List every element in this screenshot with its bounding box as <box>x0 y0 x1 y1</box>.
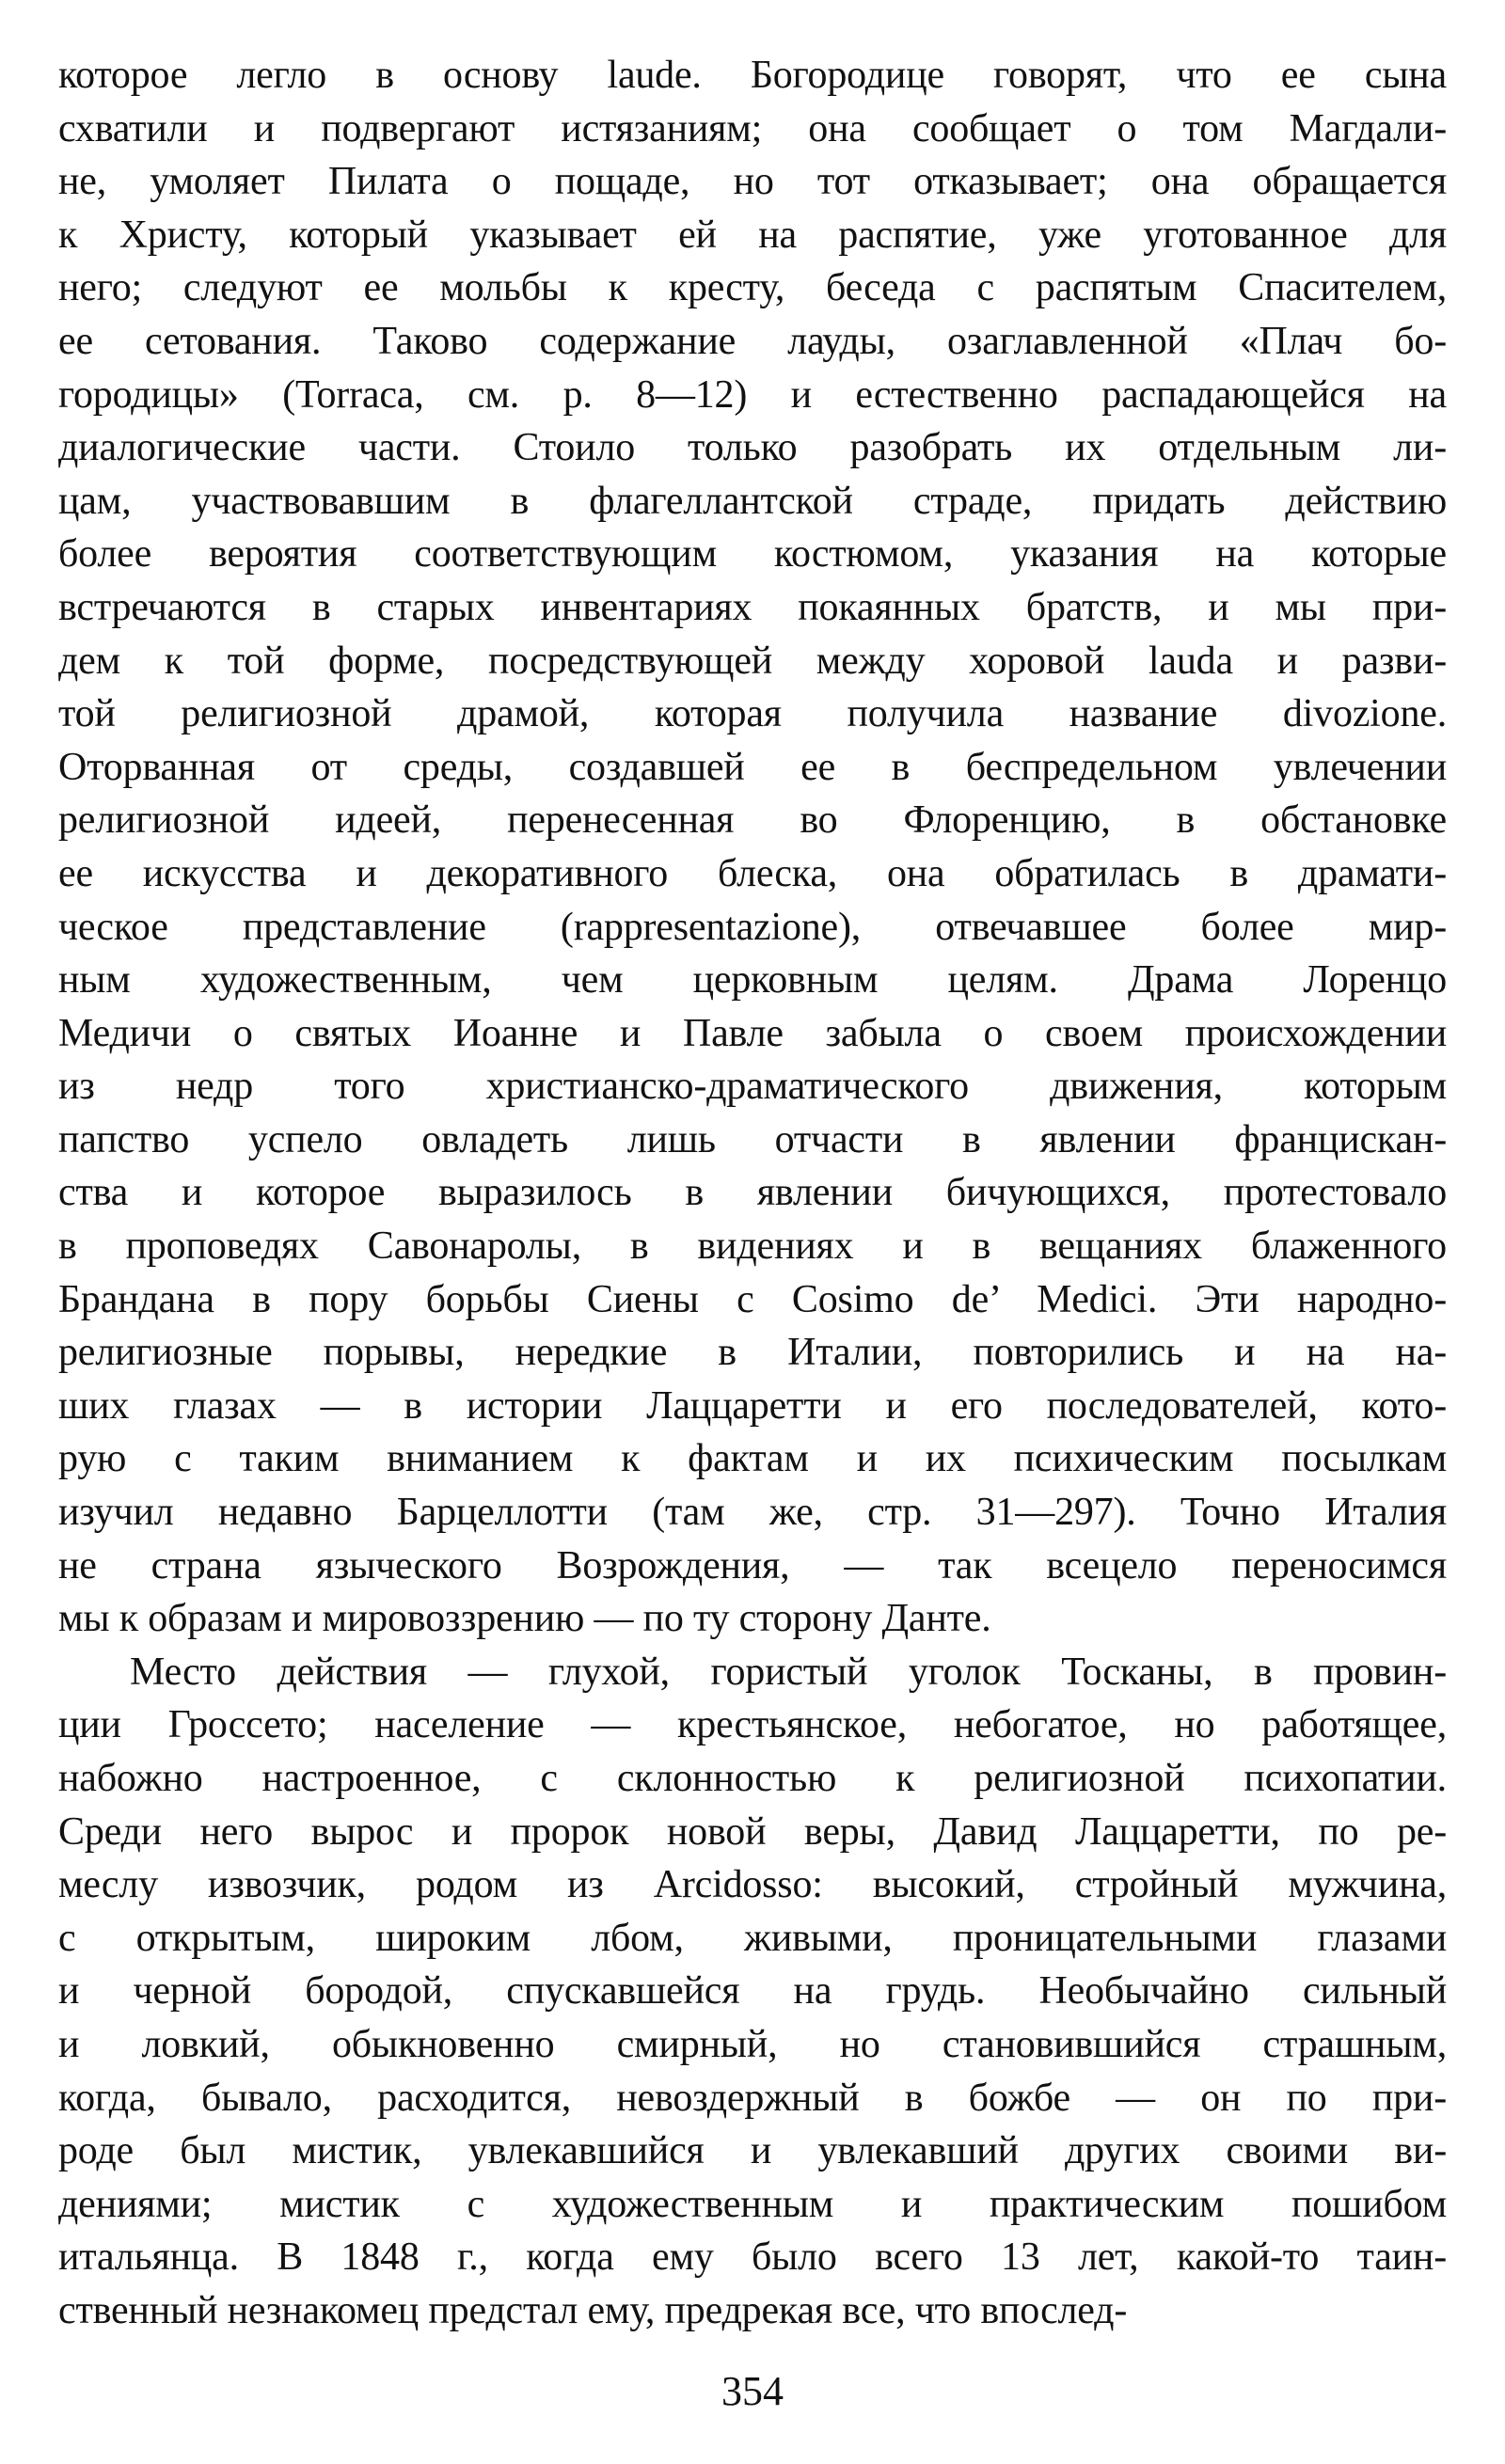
text-line: из недр того христианско-драматического движения, которым <box>58 1065 1447 1109</box>
text-line: Оторванная от среды, создавшей ее в беспредельном увлечении <box>58 745 1447 789</box>
text-line: дем к той форме, посредствующей между хоровой lauda и разви- <box>58 639 1447 683</box>
text-line: ственный незнакомец предстал ему, предрекая все, что впослед- <box>58 2288 1128 2332</box>
text-line: Медичи о святых Иоанне и Павле забыла о своем происхождении <box>58 1011 1447 1055</box>
text-line: рую с таким вниманием к фактам и их психическим посылкам <box>58 1437 1447 1481</box>
text-line: Место действия — глухой, гористый уголок Тосканы, в провин- <box>130 1650 1447 1694</box>
text-line: цам, участвовавшим в флагеллантской страде, придать действию <box>58 479 1447 523</box>
text-line: религиозной идеей, перенесенная во Флоренцию, в обстановке <box>58 798 1447 843</box>
text-line: ших глазах — в истории Лаццаретти и его последователей, кото- <box>58 1383 1447 1428</box>
text-line: набожно настроенное, с склонностью к религиозной психопатии. <box>58 1757 1447 1800</box>
text-line: ее искусства и декоративного блеска, она обратилась в драмати- <box>58 851 1447 895</box>
text-line: него; следуют ее мольбы к кресту, беседа с распятым Спасителем, <box>58 266 1447 310</box>
text-line: не, умоляет Пилата о пощаде, но тот отказывает; она обращается <box>58 160 1447 204</box>
text-line: итальянца. В 1848 г., когда ему было всего 13 лет, какой-то таин- <box>58 2235 1447 2280</box>
text-line: которое легло в основу laude. Богородице говорят, что ее сына <box>58 54 1447 97</box>
text-line: городицы» (Torraca, см. р. 8—12) и естественно распадающейся на <box>58 372 1447 417</box>
text-line: дениями; мистик с художественным и практическим пошибом <box>58 2182 1447 2226</box>
text-line: более вероятия соответствующим костюмом, указания на которые <box>58 532 1447 577</box>
text-line: меслу извозчик, родом из Arcidosso: высокий, стройный мужчина, <box>58 1863 1447 1907</box>
text-line: в проповедях Савонаролы, в видениях и в вещаниях блаженного <box>58 1224 1447 1269</box>
text-line: к Христу, который указывает ей на распятие, уже уготованное для <box>58 213 1447 257</box>
text-line: ее сетования. Таково содержание лауды, озаглавленной «Плач бо- <box>58 319 1447 363</box>
text-line: ческое представление (rappresentazione), отвечавшее более мир- <box>58 905 1447 949</box>
text-line: религиозные порывы, нередкие в Италии, повторились и на на- <box>58 1331 1447 1375</box>
text-line: ции Гроссето; население — крестьянское, небогатое, но работящее, <box>58 1703 1447 1747</box>
text-line: ства и которое выразилось в явлении бичующихся, протестовало <box>58 1171 1447 1215</box>
text-line: и ловкий, обыкновенно смирный, но становившийся страшным, <box>58 2022 1447 2066</box>
paragraph-2 <box>58 1646 1447 2338</box>
text-line: Брандана в пору борьбы Сиены с Cosimo de’ Medici. Эти народно- <box>58 1277 1447 1321</box>
page-body <box>58 49 1447 2338</box>
paragraph-1 <box>58 49 1447 1646</box>
page-number: 354 <box>721 2368 784 2414</box>
text-line: папство успело овладеть лишь отчасти в явлении францискан- <box>58 1117 1447 1161</box>
text-line: роде был мистик, увлекавшийся и увлекавший других своими ви- <box>58 2129 1447 2173</box>
text-line: ным художественным, чем церковным целям. Драма Лоренцо <box>58 958 1447 1003</box>
text-line: изучил недавно Барцеллотти (там же, стр. 31—297). Точно Италия <box>58 1491 1447 1535</box>
text-line: не страна языческого Возрождения, — так всецело переносимся <box>58 1543 1447 1587</box>
text-line: когда, бывало, расходится, невоздержный в божбе — он по при- <box>58 2076 1447 2120</box>
text-line: схватили и подвергают истязаниям; она сообщает о том Магдали- <box>58 106 1447 150</box>
text-line: мы к образам и мировоззрению — по ту сторону Данте. <box>58 1597 991 1641</box>
text-line: Среди него вырос и пророк новой веры, Давид Лаццаретти, по ре- <box>58 1809 1447 1854</box>
text-line: той религиозной драмой, которая получила название divozione. <box>58 692 1447 736</box>
text-line: встречаются в старых инвентариях покаянных братств, и мы при- <box>58 585 1447 629</box>
text-line: с открытым, широким лбом, живыми, проницательными глазами <box>58 1916 1447 1960</box>
text-line: и черной бородой, спускавшейся на грудь. Необычайно сильный <box>58 1969 1447 2014</box>
text-line: диалогические части. Стоило только разобрать их отдельным ли- <box>58 426 1447 470</box>
